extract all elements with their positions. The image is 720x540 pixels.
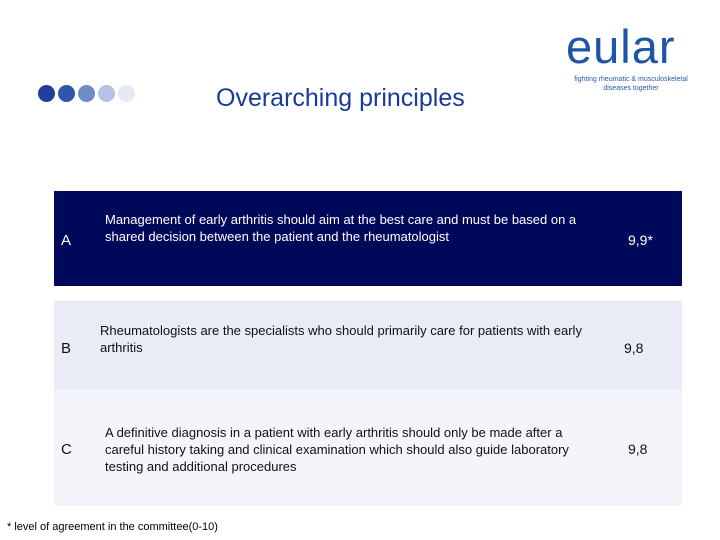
slide-title: Overarching principles [216,84,465,112]
logo-tagline: fighting rheumatic & musculoskeletal diseases together [574,76,688,92]
principle-text: A definitive diagnosis in a patient with early arthritis should only be made after a careful history taking and clinical examination which should also guide laboratory testing and additional procedures [105,425,569,474]
progress-dot [98,85,115,102]
principle-letter: B [61,340,72,357]
footnote: * level of agreement in the committee(0-10) [7,521,218,533]
principle-text: Management of early arthritis should aim at the best care and must be based on a shared decision between the patient and the rheumatologist [105,212,577,244]
principle-row-c [54,390,682,506]
progress-dot [58,85,75,102]
eular-logo [566,22,698,93]
logo-wordmark: eular [566,20,676,73]
progress-dot [118,85,135,102]
progress-dot [38,85,55,102]
principle-score: 9,8 [624,340,644,356]
principle-score: 9,8 [628,441,648,457]
principle-letter: C [61,441,72,458]
principle-letter: A [61,232,72,249]
principle-text: Rheumatologists are the specialists who should primarily care for patients with early arthritis [100,323,582,355]
progress-dots [38,85,135,102]
principle-row-a [54,191,682,286]
progress-dot [78,85,95,102]
principle-score: 9,9* [628,232,653,248]
principle-row-b [54,301,682,390]
